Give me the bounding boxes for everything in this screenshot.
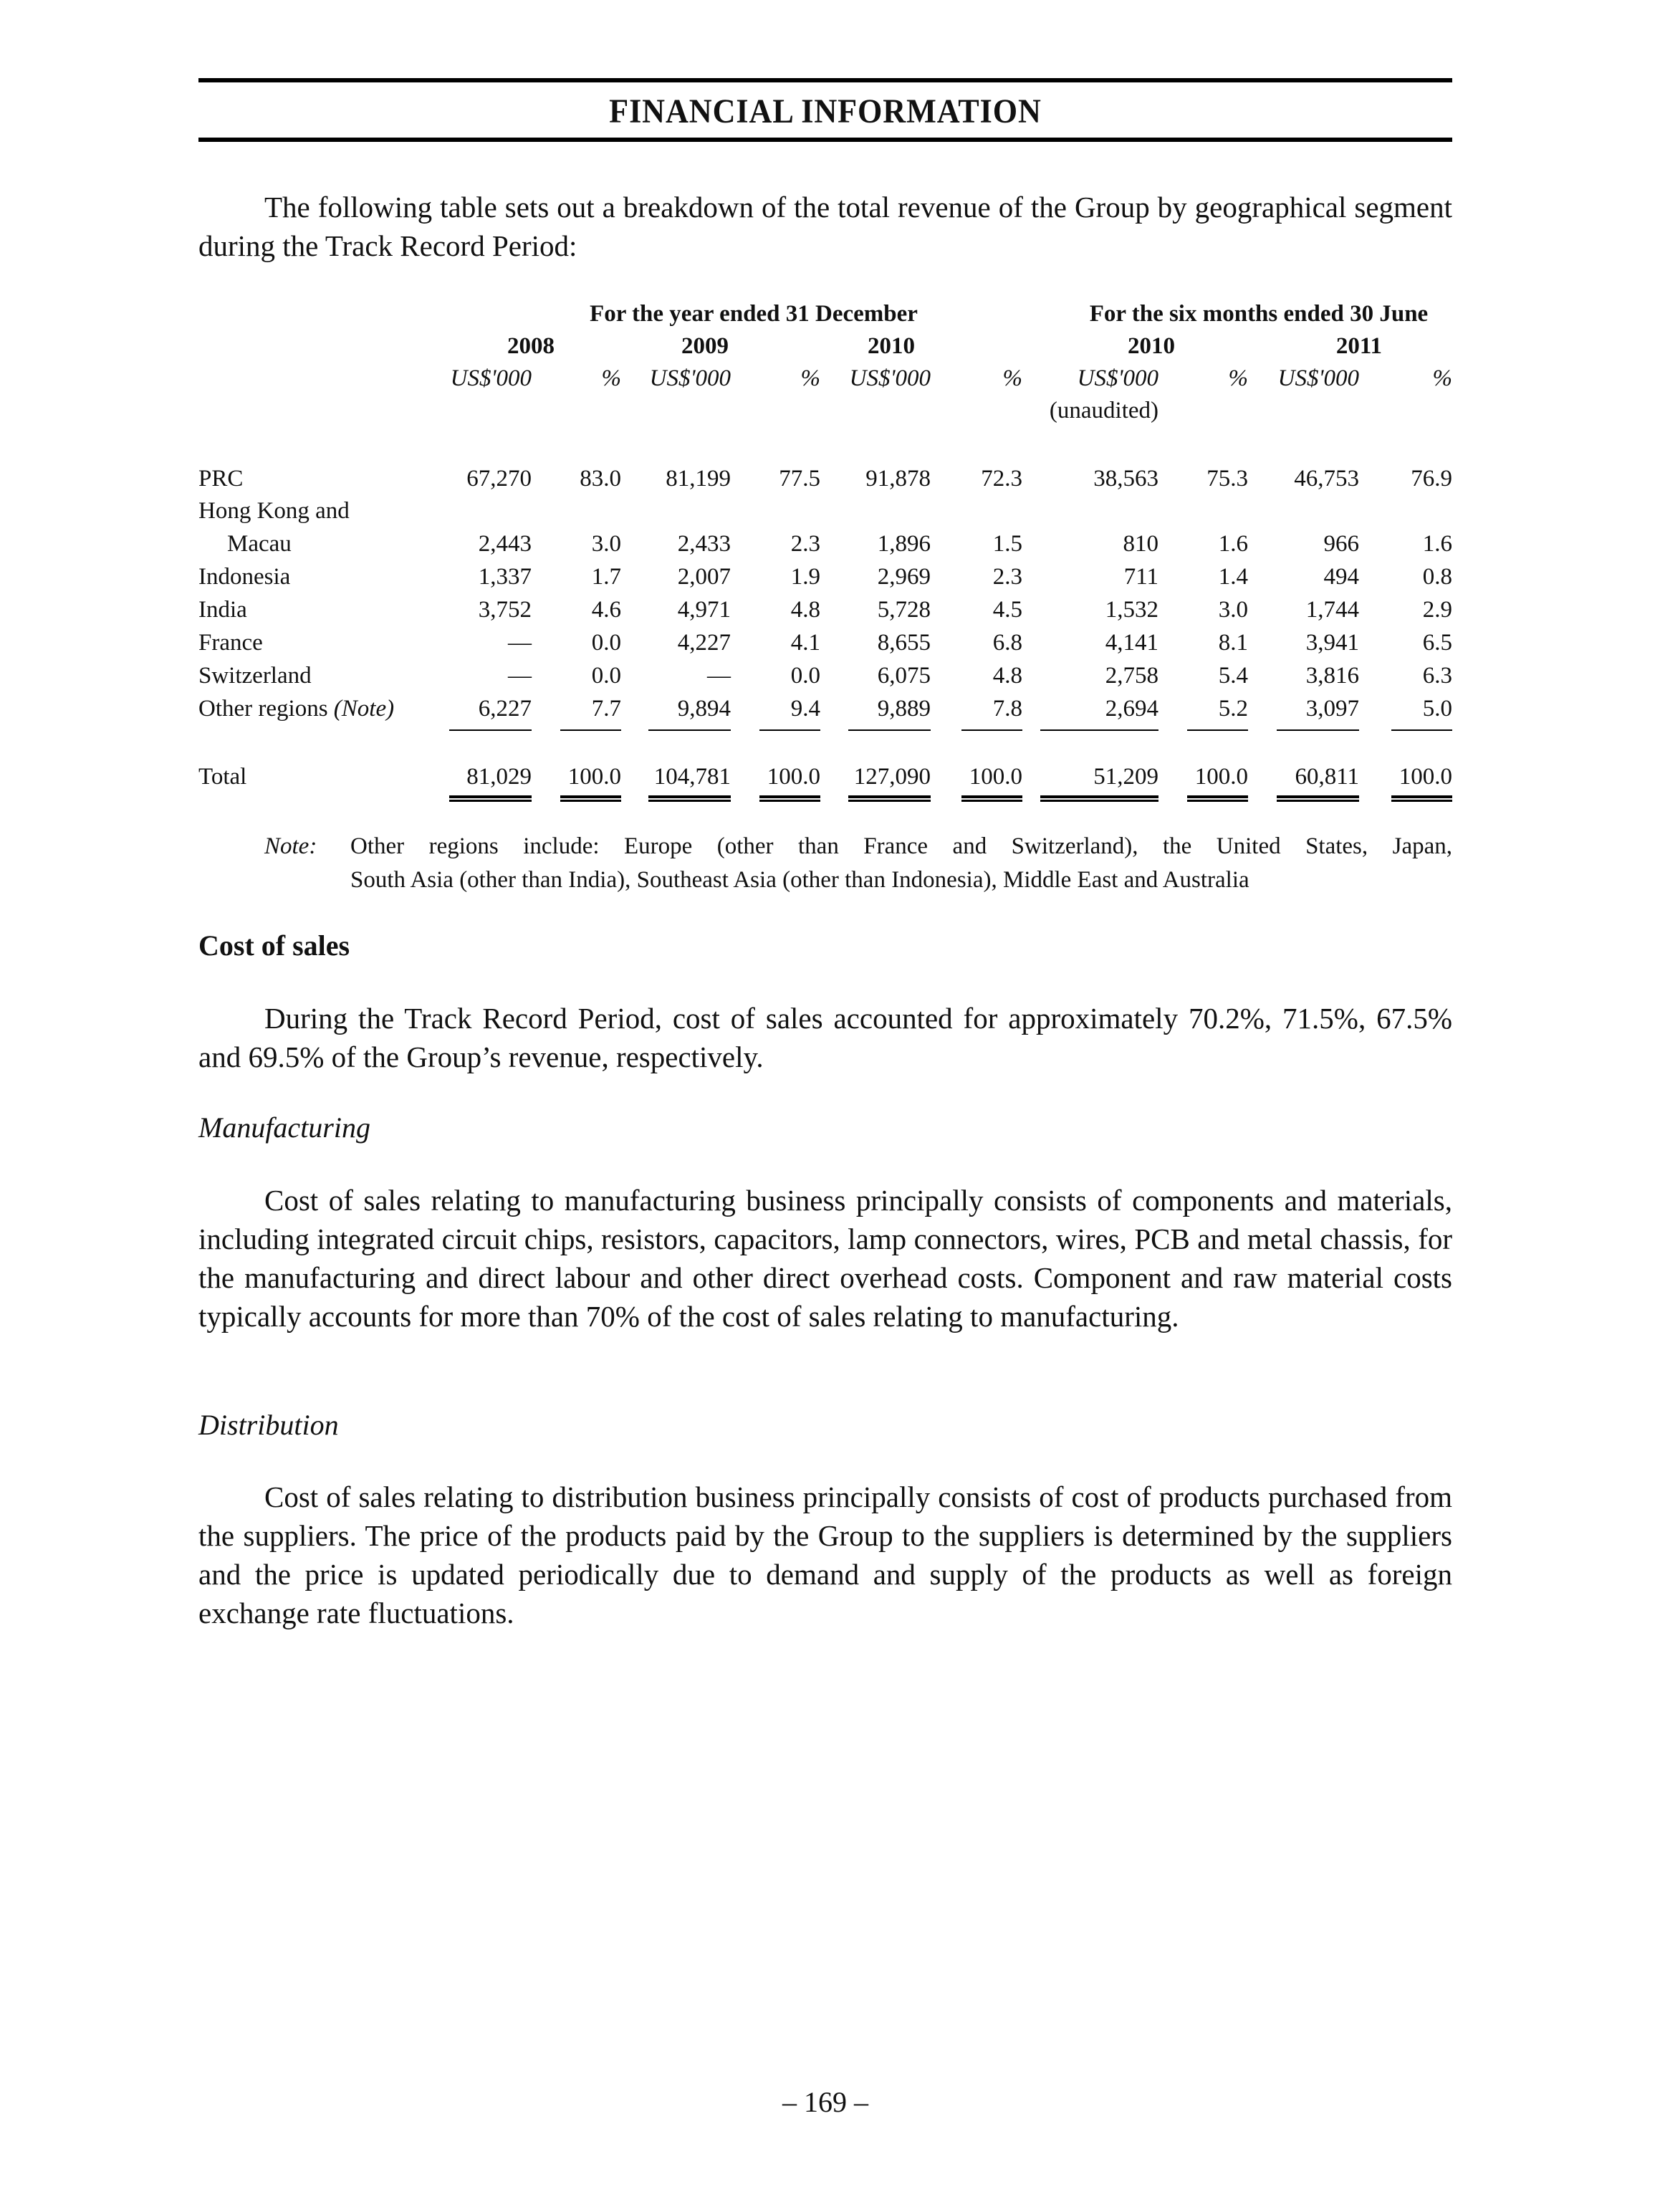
unit-amount: US$'000 xyxy=(450,365,532,391)
table-cell: 4,141 xyxy=(1105,630,1158,656)
table-cell-total: 127,090 xyxy=(853,764,931,790)
table-cell-total: 100.0 xyxy=(767,764,820,790)
table-cell: 38,563 xyxy=(1093,466,1158,492)
table-cell: 1.9 xyxy=(790,564,820,590)
manufacturing-text: Cost of sales relating to manufacturing business principally consists of components and materials, including integrated circuit chips, resistors, capacitors, lamp connectors, wires, PCB and metal chassis, for the manufacturing and direct labour and other direct overhead costs. Component and raw material costs typically accounts for more than 70% of the cost of sales relating to manufacturing. xyxy=(198,1184,1452,1333)
total-double-underline xyxy=(1187,795,1248,802)
table-cell-total: 100.0 xyxy=(969,764,1022,790)
table-cell: 4,971 xyxy=(677,597,731,623)
page-title: FINANCIAL INFORMATION xyxy=(609,92,1042,130)
row-label-switzerland: Switzerland xyxy=(198,663,312,689)
table-cell: 1,337 xyxy=(478,564,532,590)
total-double-underline xyxy=(759,795,820,802)
year-header: 2009 xyxy=(681,333,729,359)
table-cell: 72.3 xyxy=(981,466,1022,492)
row-label-total: Total xyxy=(198,764,247,790)
table-cell: 76.9 xyxy=(1411,466,1452,492)
section-heading-cost-of-sales: Cost of sales xyxy=(198,929,350,962)
table-cell: 9,889 xyxy=(877,696,931,722)
distribution-text: Cost of sales relating to distribution business principally consists of cost of products purchased from the suppliers. The price of the products paid by the Group to the suppliers is determined by the suppliers and the price is updated periodically due to demand and supply of the products as well as foreign exchange rate fluctuations. xyxy=(198,1480,1452,1629)
table-cell: 75.3 xyxy=(1206,466,1248,492)
table-cell-total: 100.0 xyxy=(1194,764,1248,790)
table-cell: 1,896 xyxy=(877,531,931,557)
table-cell: 2,443 xyxy=(478,531,532,557)
table-cell: 7.7 xyxy=(591,696,621,722)
table-cell: 4.1 xyxy=(790,630,820,656)
table-cell: 4.8 xyxy=(992,663,1022,689)
table-cell: 1.6 xyxy=(1218,531,1248,557)
total-double-underline xyxy=(560,795,621,802)
table-cell: 0.8 xyxy=(1422,564,1452,590)
total-double-underline xyxy=(1040,795,1158,802)
table-cell-total: 51,209 xyxy=(1093,764,1158,790)
table-cell: 1.7 xyxy=(591,564,621,590)
subtotal-underline xyxy=(648,729,731,731)
table-cell: 4,227 xyxy=(677,630,731,656)
note-line-1: Other regions include: Europe (other than France and Switzerland), the United States, Japan, xyxy=(350,833,1452,859)
header-top-rule xyxy=(198,78,1452,82)
subtotal-underline xyxy=(1040,729,1158,731)
table-cell: — xyxy=(508,663,532,689)
total-double-underline xyxy=(449,795,532,802)
table-cell: 5.0 xyxy=(1422,696,1452,722)
table-cell: — xyxy=(508,630,532,656)
table-cell: 77.5 xyxy=(779,466,820,492)
subtotal-underline xyxy=(449,729,532,731)
table-cell: 966 xyxy=(1323,531,1359,557)
row-label-prc: PRC xyxy=(198,466,244,492)
table-cell: 83.0 xyxy=(580,466,621,492)
table-cell: 2.3 xyxy=(992,564,1022,590)
subtotal-underline xyxy=(759,729,820,731)
year-header: 2008 xyxy=(507,333,555,359)
total-double-underline xyxy=(961,795,1022,802)
table-cell: 8,655 xyxy=(877,630,931,656)
table-cell: 2,433 xyxy=(677,531,731,557)
table-cell: 6,075 xyxy=(877,663,931,689)
table-cell: 1,532 xyxy=(1105,597,1158,623)
intro-paragraph xyxy=(198,188,1452,265)
table-cell: 3,097 xyxy=(1305,696,1359,722)
subtotal-underline xyxy=(1277,729,1359,731)
unit-amount: US$'000 xyxy=(649,365,731,391)
intro-text: The following table sets out a breakdown of the total revenue of the Group by geographical segment during the Track Record Period: xyxy=(198,191,1452,262)
table-cell: 91,878 xyxy=(865,466,931,492)
subtotal-underline xyxy=(1187,729,1248,731)
note-reference: (Note) xyxy=(333,696,395,722)
table-cell: 2,969 xyxy=(877,564,931,590)
table-cell: 810 xyxy=(1123,531,1158,557)
unit-percent: % xyxy=(800,365,820,391)
subheading-distribution: Distribution xyxy=(198,1409,339,1441)
table-cell: 2.9 xyxy=(1422,597,1452,623)
table-cell: 3,816 xyxy=(1305,663,1359,689)
cost-of-sales-paragraph xyxy=(198,999,1452,1076)
group-header-year: For the year ended 31 December xyxy=(590,301,918,327)
table-cell-total: 81,029 xyxy=(466,764,532,790)
row-label-france: France xyxy=(198,630,263,656)
unit-percent: % xyxy=(1228,365,1248,391)
table-cell: 9,894 xyxy=(677,696,731,722)
table-cell: 46,753 xyxy=(1294,466,1359,492)
subheading-manufacturing: Manufacturing xyxy=(198,1111,370,1144)
total-double-underline xyxy=(648,795,731,802)
year-header: 2010 xyxy=(868,333,915,359)
table-cell: 3.0 xyxy=(1218,597,1248,623)
note-label: Note: xyxy=(264,833,317,859)
row-label-indonesia: Indonesia xyxy=(198,564,291,590)
table-cell-total: 100.0 xyxy=(1398,764,1452,790)
table-cell: — xyxy=(707,663,731,689)
table-cell: 81,199 xyxy=(666,466,731,492)
table-cell: 2,007 xyxy=(677,564,731,590)
table-cell: 1,744 xyxy=(1305,597,1359,623)
unaudited-label: (unaudited) xyxy=(1049,398,1158,423)
total-double-underline xyxy=(1391,795,1452,802)
table-cell: 9.4 xyxy=(790,696,820,722)
row-label-india: India xyxy=(198,597,247,623)
table-cell: 4.8 xyxy=(790,597,820,623)
table-cell-total: 60,811 xyxy=(1295,764,1359,790)
table-cell: 5.4 xyxy=(1218,663,1248,689)
unit-amount: US$'000 xyxy=(1077,365,1158,391)
table-cell: 7.8 xyxy=(992,696,1022,722)
group-header-six-months: For the six months ended 30 June xyxy=(1089,301,1429,327)
table-cell: 4.6 xyxy=(591,597,621,623)
cost-of-sales-text: During the Track Record Period, cost of sales accounted for approximately 70.2%, 71.5%, 67.5% and 69.5% of the Group’s revenue, respectively. xyxy=(198,1002,1452,1073)
page-number: – 169 – xyxy=(782,2086,868,2118)
table-cell: 0.0 xyxy=(591,663,621,689)
table-cell: 711 xyxy=(1123,564,1158,590)
table-cell: 494 xyxy=(1323,564,1359,590)
distribution-paragraph xyxy=(198,1478,1452,1632)
table-cell: 6.3 xyxy=(1422,663,1452,689)
table-cell: 3.0 xyxy=(591,531,621,557)
table-cell: 2.3 xyxy=(790,531,820,557)
table-cell: 6,227 xyxy=(478,696,532,722)
table-cell: 1.4 xyxy=(1218,564,1248,590)
table-cell: 2,758 xyxy=(1105,663,1158,689)
year-header: 2011 xyxy=(1335,333,1382,359)
subtotal-underline xyxy=(848,729,931,731)
row-label-hong-kong-and: Hong Kong and xyxy=(198,498,350,524)
subtotal-underline xyxy=(961,729,1022,731)
table-cell: 1.5 xyxy=(992,531,1022,557)
table-cell: 5,728 xyxy=(877,597,931,623)
total-double-underline xyxy=(1277,795,1359,802)
header-bottom-rule xyxy=(198,138,1452,142)
year-header: 2010 xyxy=(1128,333,1175,359)
total-double-underline xyxy=(848,795,931,802)
table-cell: 8.1 xyxy=(1218,630,1248,656)
unit-amount: US$'000 xyxy=(849,365,931,391)
table-cell: 5.2 xyxy=(1218,696,1248,722)
unit-percent: % xyxy=(601,365,621,391)
subtotal-underline xyxy=(1391,729,1452,731)
table-cell: 1.6 xyxy=(1422,531,1452,557)
row-label-other-regions: Other regions (Note) xyxy=(198,696,395,722)
table-cell-total: 104,781 xyxy=(653,764,731,790)
table-cell: 67,270 xyxy=(466,466,532,492)
manufacturing-paragraph xyxy=(198,1181,1452,1336)
table-cell: 4.5 xyxy=(992,597,1022,623)
table-cell: 6.8 xyxy=(992,630,1022,656)
table-cell: 0.0 xyxy=(591,630,621,656)
table-cell: 2,694 xyxy=(1105,696,1158,722)
table-cell: 0.0 xyxy=(790,663,820,689)
unit-percent: % xyxy=(1002,365,1022,391)
table-cell: 3,752 xyxy=(478,597,532,623)
table-cell: 6.5 xyxy=(1422,630,1452,656)
subtotal-underline xyxy=(560,729,621,731)
table-cell-total: 100.0 xyxy=(567,764,621,790)
note-line-2: South Asia (other than India), Southeast Asia (other than Indonesia), Middle East and Australia xyxy=(350,867,1249,893)
table-cell: 3,941 xyxy=(1305,630,1359,656)
row-label-continued: Macau xyxy=(227,531,292,557)
unit-percent: % xyxy=(1432,365,1452,391)
unit-amount: US$'000 xyxy=(1277,365,1359,391)
